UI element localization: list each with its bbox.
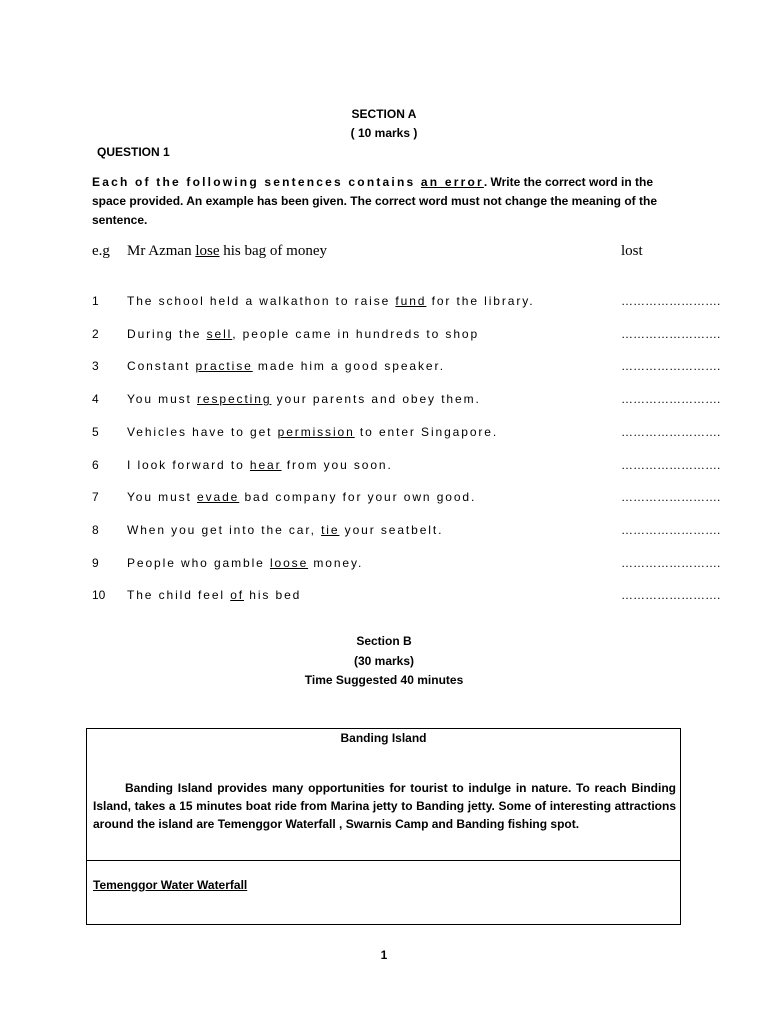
question-before: You must bbox=[127, 490, 198, 504]
question-sentence bbox=[127, 359, 445, 373]
question-number: 7 bbox=[92, 490, 99, 504]
question-after: made him a good speaker. bbox=[252, 359, 445, 373]
answer-blank[interactable]: ……………………. bbox=[621, 327, 721, 341]
question-sentence bbox=[127, 327, 479, 341]
question-before: The child feel bbox=[127, 588, 231, 602]
question-sentence bbox=[127, 588, 301, 602]
question-number: 2 bbox=[92, 327, 99, 341]
question-before: Constant bbox=[127, 359, 196, 373]
question-after: from you soon. bbox=[281, 458, 393, 472]
answer-blank[interactable]: ……………………. bbox=[621, 490, 721, 504]
section-b-marks: (30 marks) bbox=[353, 654, 415, 668]
question-error-word: practise bbox=[195, 359, 253, 373]
question-number: 1 bbox=[92, 294, 99, 308]
answer-blank[interactable]: ……………………. bbox=[621, 523, 721, 537]
question-after: for the library. bbox=[426, 294, 535, 308]
example-label: e.g bbox=[92, 243, 110, 259]
question-sentence bbox=[127, 392, 481, 406]
answer-blank[interactable]: ……………………. bbox=[621, 425, 721, 439]
example-before: Mr Azman bbox=[127, 243, 196, 259]
page-number: 1 bbox=[380, 948, 388, 962]
question-after: your seatbelt. bbox=[339, 523, 444, 537]
question-after: bad company for your own good. bbox=[239, 490, 477, 504]
question-row bbox=[92, 556, 721, 574]
question-error-word: evade bbox=[197, 490, 240, 504]
question-sentence bbox=[127, 458, 393, 472]
question-error-word: of bbox=[230, 588, 245, 602]
question-before: I look forward to bbox=[127, 458, 250, 472]
question-label: QUESTION 1 bbox=[97, 145, 170, 159]
question-sentence bbox=[127, 425, 498, 439]
example-sentence bbox=[127, 243, 327, 260]
example-answer: lost bbox=[621, 243, 643, 259]
question-row bbox=[92, 294, 721, 312]
example-after: his bag of money bbox=[219, 243, 327, 259]
question-number: 6 bbox=[92, 458, 99, 472]
answer-blank[interactable]: ……………………. bbox=[621, 556, 721, 570]
question-row bbox=[92, 392, 721, 410]
question-number: 5 bbox=[92, 425, 99, 439]
question-before: Vehicles have to get bbox=[127, 425, 278, 439]
section-a-title: SECTION A bbox=[351, 107, 417, 121]
question-error-word: permission bbox=[277, 425, 355, 439]
question-number: 9 bbox=[92, 556, 99, 570]
question-after: his bed bbox=[244, 588, 302, 602]
passage-divider bbox=[87, 860, 680, 861]
section-a-marks: ( 10 marks ) bbox=[350, 126, 418, 140]
question-error-word: tie bbox=[321, 523, 340, 537]
answer-blank[interactable]: ……………………. bbox=[621, 458, 721, 472]
question-sentence bbox=[127, 523, 443, 537]
question-after: money. bbox=[308, 556, 364, 570]
question-error-word: sell bbox=[206, 327, 233, 341]
question-before: People who gamble bbox=[127, 556, 270, 570]
passage-box bbox=[86, 728, 681, 925]
section-b-title: Section B bbox=[356, 634, 412, 648]
question-row bbox=[92, 588, 721, 606]
question-row bbox=[92, 490, 721, 508]
passage-subheading: Temenggor Water Waterfall bbox=[93, 878, 248, 892]
passage-paragraph: Banding Island provides many opportunities for tourist to indulge in nature. To reach Binding Island, takes a 15 minutes boat ride from Marina jetty to Banding jetty. Some of interesting attractions around the island are Temenggor Waterfall , Swarnis Camp and Banding fishing spot. bbox=[93, 781, 676, 831]
passage-title: Banding Island bbox=[340, 731, 427, 745]
question-after: to enter Singapore. bbox=[354, 425, 499, 439]
question-before: The school held a walkathon to raise bbox=[127, 294, 396, 308]
question-error-word: fund bbox=[395, 294, 427, 308]
question-error-word: respecting bbox=[197, 392, 272, 406]
question-after: , people came in hundreds to shop bbox=[232, 327, 480, 341]
instruction-rest: . Write the correct word in the space provided. An example has been given. The correct word must not change the meaning of the sentence. bbox=[92, 175, 658, 227]
answer-blank[interactable]: ……………………. bbox=[621, 294, 721, 308]
question-sentence bbox=[127, 294, 535, 308]
question-row bbox=[92, 425, 721, 443]
instructions bbox=[92, 173, 667, 230]
question-number: 8 bbox=[92, 523, 99, 537]
answer-blank[interactable]: ……………………. bbox=[621, 392, 721, 406]
question-before: During the bbox=[127, 327, 207, 341]
question-before: You must bbox=[127, 392, 198, 406]
question-number: 4 bbox=[92, 392, 99, 406]
question-sentence bbox=[127, 556, 363, 570]
question-number: 3 bbox=[92, 359, 99, 373]
question-row bbox=[92, 458, 721, 476]
question-number: 10 bbox=[92, 588, 106, 602]
question-error-word: loose bbox=[269, 556, 309, 570]
question-row bbox=[92, 359, 721, 377]
question-row bbox=[92, 523, 721, 541]
instruction-error-phrase: an error bbox=[420, 175, 484, 189]
question-row bbox=[92, 327, 721, 345]
question-before: When you get into the car, bbox=[127, 523, 322, 537]
question-after: your parents and obey them. bbox=[271, 392, 481, 406]
answer-blank[interactable]: ……………………. bbox=[621, 359, 721, 373]
example-error-word: lose bbox=[195, 243, 220, 259]
question-sentence bbox=[127, 490, 476, 504]
question-error-word: hear bbox=[249, 458, 282, 472]
section-b-time: Time Suggested 40 minutes bbox=[304, 673, 464, 687]
instruction-lead: Each of the following sentences contains bbox=[92, 175, 421, 189]
answer-blank[interactable]: ……………………. bbox=[621, 588, 721, 602]
